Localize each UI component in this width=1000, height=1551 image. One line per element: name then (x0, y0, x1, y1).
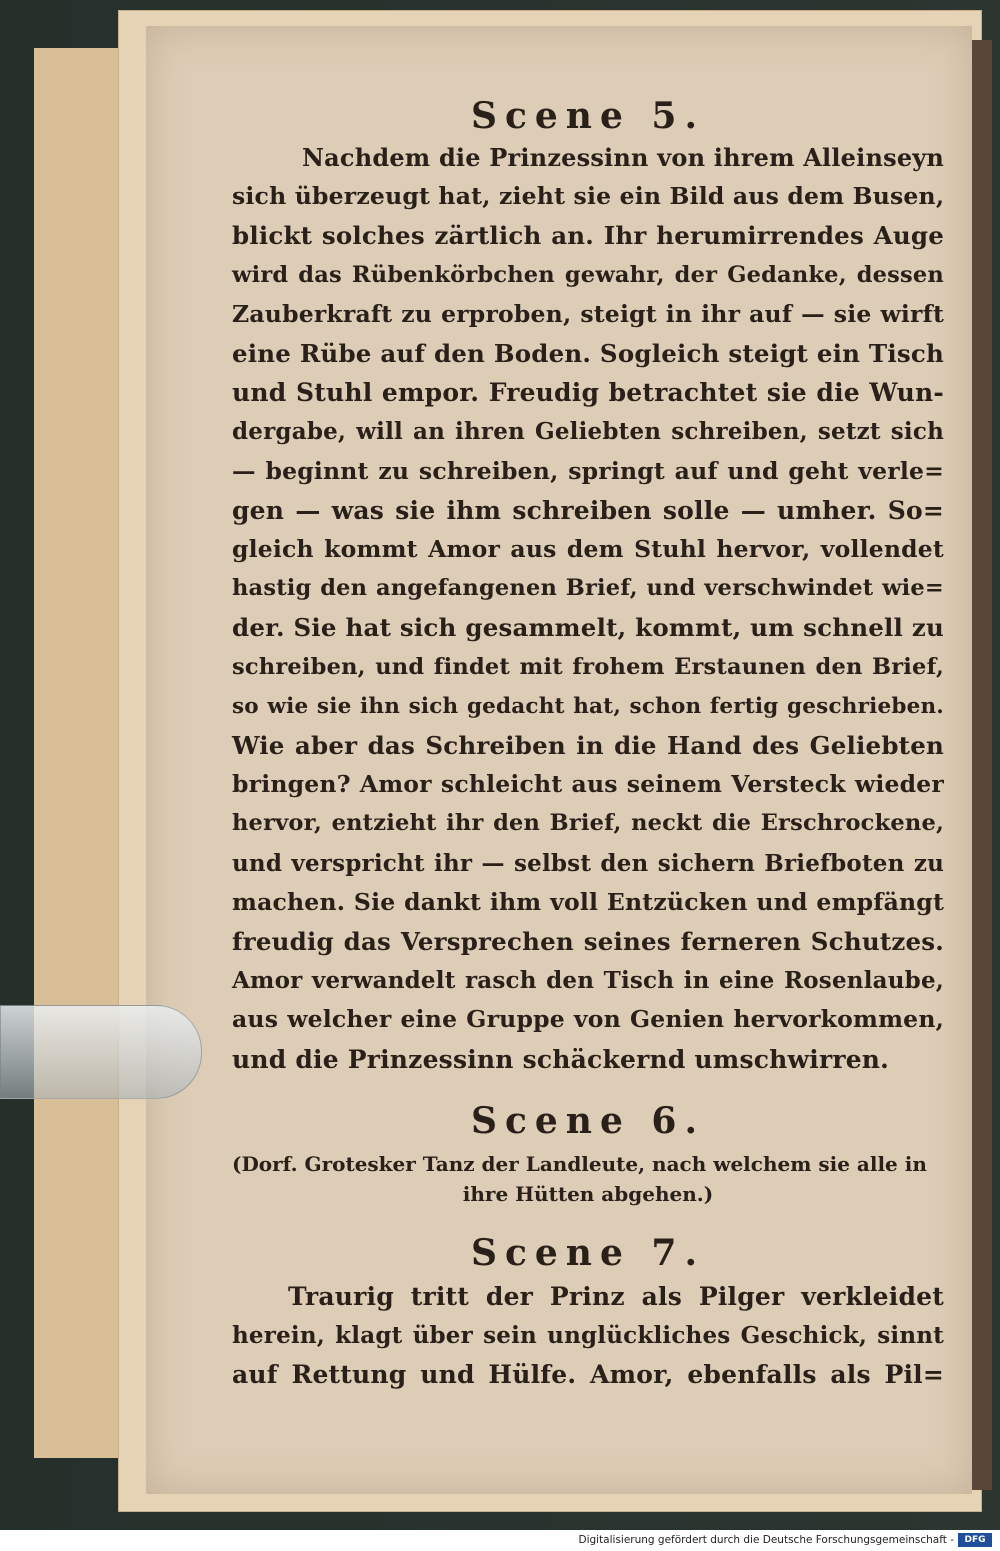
scene-heading: Scene 6. (470, 1099, 705, 1142)
footer-credit: Digitalisierung gefördert durch die Deutsche Forschungsgemeinschaft - (578, 1534, 954, 1546)
text-line: blickt solches zärtlich an. Ihr herumirrendes Auge (232, 221, 944, 251)
text-line: und die Prinzessinn schäckernd umschwirren. (232, 1044, 890, 1074)
scene-paragraph (232, 138, 944, 1079)
text-line: hastig den angefangenen Brief, und verschwindet wie= (232, 575, 944, 602)
text-line: schreiben, und findet mit frohem Erstaunen den Brief, (232, 653, 944, 680)
text-line: und verspricht ihr — selbst den sichern Briefboten zu (232, 849, 944, 877)
scene-paragraph (232, 1277, 944, 1395)
stage-direction (232, 1149, 944, 1209)
text-line: ihre Hütten abgehen.) (462, 1181, 714, 1206)
text-line: der. Sie hat sich gesammelt, kommt, um schnell zu (232, 613, 944, 643)
text-line: und Stuhl empor. Freudig betrachtet sie die Wun- (232, 378, 944, 408)
scene-heading: Scene 7. (470, 1231, 705, 1274)
dfg-logo: DFG (958, 1533, 992, 1547)
page-holder-clip (0, 1005, 202, 1099)
book-spine-edge (972, 40, 992, 1490)
text-line: machen. Sie dankt ihm voll Entzücken und empfängt (232, 887, 944, 916)
text-line: aus welcher eine Gruppe von Genien hervorkommen, (232, 1005, 944, 1034)
text-line: — beginnt zu schreiben, springt auf und geht verle= (232, 456, 944, 485)
text-line: wird das Rübenkörbchen gewahr, der Gedanke, dessen (232, 261, 944, 288)
text-line: Zauberkraft zu erproben, steigt in ihr auf — sie wirft (232, 299, 944, 328)
text-line: Traurig tritt der Prinz als Pilger verkleidet (288, 1281, 944, 1311)
text-line: sich überzeugt hat, zieht sie ein Bild aus dem Busen, (232, 182, 945, 211)
text-line: herein, klagt über sein unglückliches Geschick, sinnt (232, 1322, 944, 1350)
text-line: dergabe, will an ihren Geliebten schreiben, setzt sich (232, 418, 944, 446)
text-line: gen — was sie ihm schreiben solle — umher. So= (232, 495, 944, 525)
scene-heading: Scene 5. (470, 95, 705, 137)
footer-bar (0, 1530, 1000, 1551)
page-text (232, 96, 944, 1394)
text-line: so wie sie ihn sich gedacht hat, schon fertig geschrieben. (232, 693, 944, 719)
text-line: Amor verwandelt rasch den Tisch in eine Rosenlaube, (232, 967, 944, 995)
text-line: auf Rettung und Hülfe. Amor, ebenfalls als Pil= (232, 1360, 944, 1390)
text-line: eine Rübe auf den Boden. Sogleich steigt ein Tisch (232, 339, 944, 369)
text-line: bringen? Amor schleicht aus seinem Versteck wieder (232, 770, 944, 799)
text-line: Nachdem die Prinzessinn von ihrem Alleinseyn (302, 143, 945, 172)
text-line: gleich kommt Amor aus dem Stuhl hervor, vollendet (232, 535, 944, 564)
text-line: hervor, entzieht ihr den Brief, neckt die Erschrockene, (232, 810, 944, 837)
text-line: Wie aber das Schreiben in die Hand des Geliebten (232, 731, 944, 761)
text-line: (Dorf. Grotesker Tanz der Landleute, nach welchem sie alle in (232, 1151, 927, 1176)
text-line: freudig das Versprechen seines ferneren Schutzes. (232, 927, 944, 957)
